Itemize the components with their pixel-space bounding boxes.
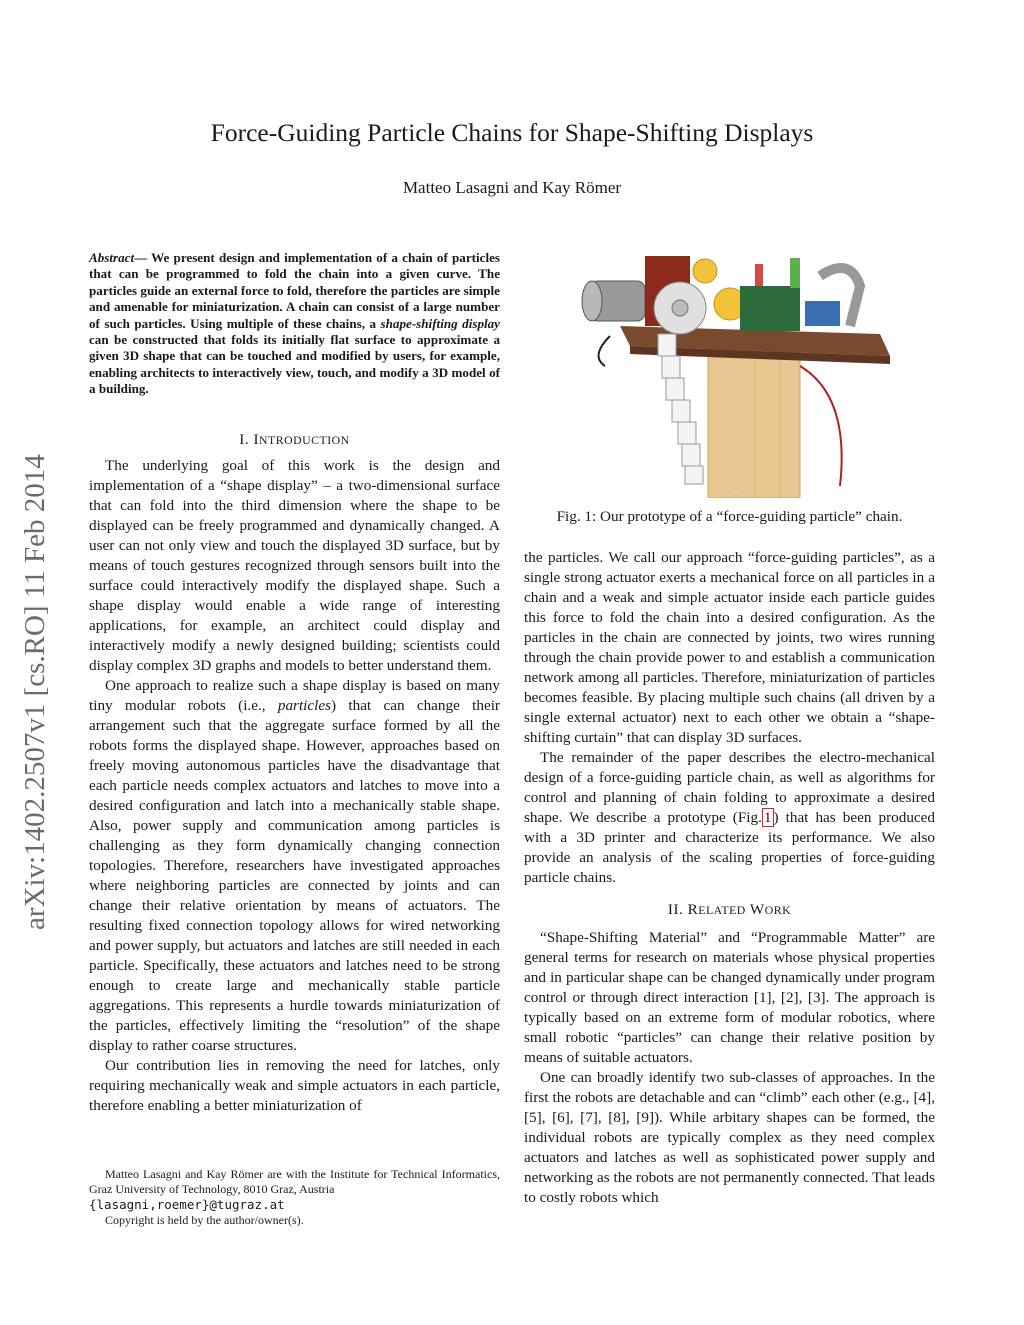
related-paragraph-2: One can broadly identify two sub-classes of approaches. In the first the robots are detachable and can “climb” each other (e.g., [4], [5], [6], [7], [8], [9]). While arbitary shapes can be formed, the individual robots are typically complex as they need complex actuators and latches as well as sophisticated power supply and networking as the robots are not permanently connected. That leads to costly robots which	[524, 1069, 935, 1206]
section-number: II.	[667, 901, 684, 918]
figure-caption: Fig. 1: Our prototype of a “force-guiding particle” chain.	[556, 508, 903, 525]
intro-p2-text: One approach to realize such a shape display is based on many tiny modular robots (i.e.,	[89, 677, 500, 714]
heading-rest-ork: ORK	[764, 903, 792, 917]
yellow-gear	[693, 259, 717, 283]
section-heading-introduction	[89, 430, 500, 450]
figure-reference-link[interactable]: 1	[763, 809, 772, 826]
heading-initial-r: R	[687, 901, 699, 918]
footnote-copyright: Copyright is held by the author/owner(s).	[105, 1213, 304, 1227]
abstract-text-2: can be constructed that folds its initially flat surface to approximate a given 3D shape that can be touched and modified by users, for example, enabling architects to interactively view, touch, and modify a 3D model of a building.	[89, 332, 500, 397]
intro-p2-emphasis: particles	[277, 697, 332, 714]
right-p2-text-2: ) that has been produced with a 3D printer and characterize its performance. We also provide an analysis of the scaling properties of force-guiding particle chains.	[524, 809, 935, 886]
section-heading-related-work	[524, 900, 935, 920]
intro-paragraph-1: The underlying goal of this work is the design and implementation of a “shape display” – a two-dimensional surface that can fold into the third dimension where the shape to be displayed can be freely programmed and dynamically changed. A user can not only view and touch the displayed 3D surface, but by means of touch gestures recognized through sensors built into the surface could interactively modify the displayed shape. Such a shape display would enable a wide range of interesting applications, for example, an architect could display and interactively modify a newly designed building; scientists could display complex 3D graphs and models to better understand them.	[89, 457, 500, 674]
right-column	[524, 548, 935, 1208]
electronics-board	[740, 286, 800, 331]
right-p2-text: The remainder of the paper describes the electro-mechanical design of a force-guiding particle chain, as well as algorithms for control and planning of chain folding to approximate a desired shape. We describe a prototype (Fig.	[524, 749, 935, 826]
prototype-photo	[550, 246, 920, 498]
email-address[interactable]: {lasagni,roemer}@tugraz.at	[89, 1197, 285, 1212]
intro-paragraph-2	[89, 676, 500, 1056]
heading-rest-elated: ELATED	[698, 903, 746, 917]
footnote-email[interactable]	[89, 1197, 500, 1213]
paper-authors: Matteo Lasagni and Kay Römer	[402, 178, 622, 197]
abstract-lead: Abstract	[89, 250, 135, 265]
abstract-text: We present design and implementation of a chain of particles that can be programmed to fold the chain into a given curve. The particles guide an external force to fold, therefore the particles are simple and amenable for miniaturization. A chain can consist of a large number of such particles. Using multiple of these chains, a	[89, 250, 500, 331]
right-paragraph-2	[524, 748, 935, 888]
arxiv-identifier[interactable]: arXiv:1402.2507v1 [cs.RO] 11 Feb 2014	[19, 454, 51, 930]
right-paragraph-1: the particles. We call our approach “force-guiding particles”, as a single strong actuator exerts a mechanical force on all particles in a chain and a weak and simple actuator inside each particle guides this force to fold the chain into a desired configuration. As the particles in the chain are connected by joints, two wires running through the chain provide power to and establish a communication network among all particles. Therefore, miniaturization of particles becomes feasible. By placing multiple such chains (all driven by a single external actuator) next to each other we obtain a “shape-shifting curtain” that can display 3D surfaces.	[524, 549, 935, 746]
paper-title: Force-Guiding Particle Chains for Shape-Shifting Displays	[210, 118, 814, 147]
intro-p2-text-2: ) that can change their arrangement such that the aggregate surface formed by all the robots forms the displayed shape. However, approaches based on freely moving autonomous particles have the disadvantage that each particle needs complex actuators and latches to move into a desired configuration and latch into a mechanically stable shape. Also, power supply and communication among particles is challenging as they form dynamically changing connection topologies. Therefore, researchers have investigated approaches where neighboring particles are connected by joints and can change their relative orientation by means of actuators. The resulting fixed connection topology allows for wired networking and power supply, but actuators and latches are still needed in each particle. Specifically, these actuators and latches need to be strong enough to create large and mechanically stable particle aggregations. This represents a hurdle towards miniaturization of the particles, effectively limiting the “resolution” of the shape display to rather coarse structures.	[89, 697, 500, 1054]
abstract	[89, 250, 500, 398]
footnote-affiliation: Matteo Lasagni and Kay Römer are with the Institute for Technical Informatics, Graz University of Technology, 8010 Graz, Austria	[89, 1167, 500, 1196]
abstract-dash: —	[134, 250, 148, 265]
intro-paragraph-3: Our contribution lies in removing the need for latches, only requiring mechanically weak and simple actuators in each particle, therefore enabling a better miniaturization of	[89, 1057, 500, 1114]
left-column	[89, 430, 500, 1116]
section-heading-rest: NTRODUCTION	[259, 433, 350, 447]
section-number: I.	[239, 431, 250, 448]
photo-alt-text: prototype photo	[731, 492, 739, 493]
footnote	[89, 1167, 500, 1228]
heading-initial-w: W	[749, 901, 765, 918]
section-heading-initial: I	[253, 431, 259, 448]
related-paragraph-1: “Shape-Shifting Material” and “Programmable Matter” are general terms for research on materials whose physical properties and in particular shape can be changed dynamically under program control or through direct interaction [1], [2], [3]. The approach is typically based on an extreme form of modular robotics, where small robotic “particles” can change their relative position by means of suitable actuators.	[524, 929, 935, 1066]
wooden-post	[708, 344, 800, 498]
abstract-emphasis: shape-shifting display	[380, 315, 500, 331]
